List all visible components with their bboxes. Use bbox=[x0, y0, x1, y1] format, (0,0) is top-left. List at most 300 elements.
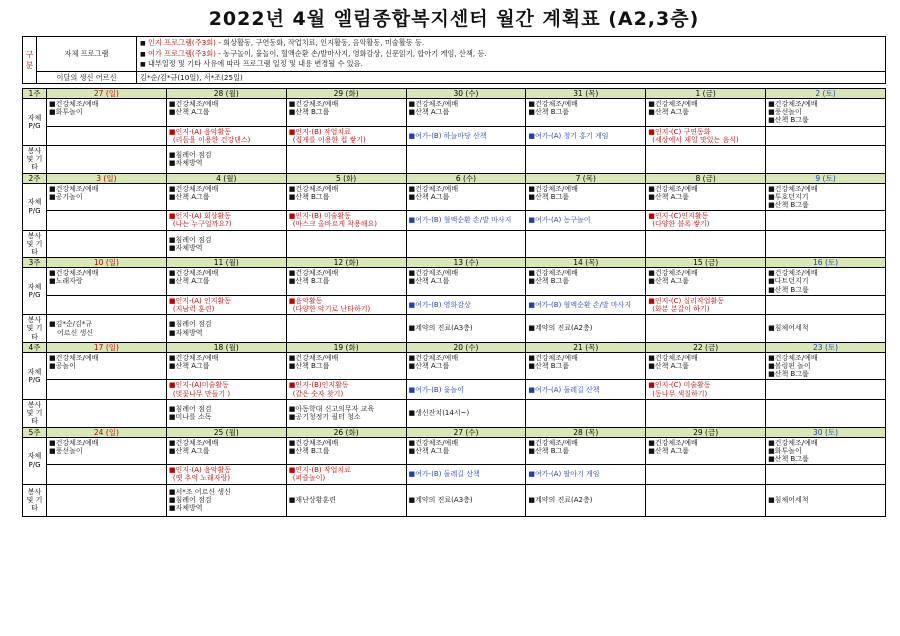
legend-lines bbox=[137, 37, 886, 72]
activity-item: ■건강체조/예배 bbox=[168, 100, 219, 108]
program-cell bbox=[286, 126, 406, 145]
program-item: (동나무 색칠하기) bbox=[652, 389, 708, 398]
etc-item: ■계약의 진료(A2층) bbox=[528, 324, 593, 333]
program-cell bbox=[286, 211, 406, 230]
etc-item: ■공기청정기 필터 청소 bbox=[288, 413, 361, 422]
activity-item: ■건강체조/예배 bbox=[288, 100, 339, 108]
activity-item: ■볼링핀 놀이 bbox=[768, 362, 811, 371]
activity-cell bbox=[47, 268, 167, 296]
activity-cell bbox=[646, 437, 766, 465]
etc-item: ■계약의 진료(A3층) bbox=[408, 324, 473, 333]
activity-item: ■산책 B그룹 bbox=[288, 108, 330, 117]
activity-item: ■건강체조/예배 bbox=[288, 269, 339, 278]
etc-cell bbox=[406, 484, 526, 516]
program-item: ■인지-(C)인지활동 bbox=[648, 212, 709, 221]
program-row bbox=[23, 295, 886, 314]
day-header: 10 (일) bbox=[47, 258, 167, 268]
etc-row bbox=[23, 315, 886, 343]
activity-item: ■건강체조/예배 bbox=[528, 269, 578, 278]
program-item: (나는 누구일까요?) bbox=[172, 220, 232, 229]
activity-item: ■건강체조/예배 bbox=[648, 184, 698, 193]
activity-item: ■건강체조/예배 bbox=[168, 184, 219, 193]
day-header: 24 (일) bbox=[47, 427, 167, 437]
week-label: 3주 bbox=[23, 258, 47, 268]
program-item: ■인지-(A) 인지활동 bbox=[168, 296, 232, 305]
activity-row bbox=[23, 183, 886, 211]
activity-item: ■공기놀이 bbox=[49, 192, 83, 201]
program-item: (퍼즐놀이) bbox=[292, 474, 326, 483]
etc-item: ■침례어 점검 bbox=[168, 495, 212, 504]
week-header-row bbox=[23, 342, 886, 352]
activity-item: ■다트던지기 bbox=[768, 277, 809, 286]
activity-cell bbox=[286, 352, 406, 380]
etc-row bbox=[23, 484, 886, 516]
program-cell bbox=[47, 295, 167, 314]
activity-item: ■산책 A그룹 bbox=[648, 108, 689, 117]
program-item: ■음악활동 bbox=[288, 296, 323, 305]
activity-item: ■건강체조/예배 bbox=[648, 269, 698, 278]
activity-item: ■건강체조/예배 bbox=[768, 184, 818, 193]
etc-cell bbox=[166, 315, 286, 343]
activity-cell bbox=[406, 268, 526, 296]
activity-item: ■건강체조/예배 bbox=[168, 438, 219, 447]
program-item: ■여가-(A) 둘레길 산책 bbox=[528, 385, 600, 394]
program-item: (옛 추억 노래자랑) bbox=[172, 474, 231, 483]
activity-item: ■산책 A그룹 bbox=[408, 362, 450, 371]
day-header: 27 (수) bbox=[406, 427, 526, 437]
activity-cell bbox=[526, 437, 646, 465]
activity-item: ■풍선놀이 bbox=[768, 108, 802, 117]
activity-cell bbox=[166, 352, 286, 380]
activity-cell bbox=[286, 183, 406, 211]
program-cell bbox=[766, 295, 886, 314]
week-header-row bbox=[23, 258, 886, 268]
activity-item: ■산책 B그룹 bbox=[768, 454, 809, 463]
activity-item: ■건강체조/예배 bbox=[49, 438, 99, 447]
activity-cell bbox=[646, 268, 766, 296]
program-cell bbox=[166, 380, 286, 399]
program-item: (다양한 블록 쌓기) bbox=[652, 220, 710, 229]
program-item: (다양한 악기로 난타하기) bbox=[292, 305, 371, 314]
program-item: (지남력 훈련) bbox=[172, 305, 215, 314]
program-cell bbox=[47, 465, 167, 484]
program-cell bbox=[406, 211, 526, 230]
program-cell bbox=[646, 380, 766, 399]
activity-item: ■건강체조/예배 bbox=[408, 184, 459, 193]
etc-item: ■침례어 점검 bbox=[168, 235, 212, 244]
etc-cell bbox=[166, 399, 286, 427]
activity-item: ■산책 B그룹 bbox=[288, 362, 330, 371]
activity-cell bbox=[166, 268, 286, 296]
day-header: 28 (목) bbox=[526, 427, 646, 437]
day-header: 6 (수) bbox=[406, 173, 526, 183]
activity-item: ■산책 A그룹 bbox=[168, 108, 210, 117]
program-cell bbox=[47, 211, 167, 230]
program-item: ■인지-(C) 구연동화 bbox=[648, 127, 711, 136]
program-item: ■여가-(B) 둘레길 산책 bbox=[408, 470, 480, 479]
calendar-table bbox=[22, 88, 886, 517]
activity-item: ■투호던지기 bbox=[768, 192, 809, 201]
activity-cell bbox=[646, 352, 766, 380]
activity-item: ■건강체조/예배 bbox=[528, 184, 578, 193]
etc-row bbox=[23, 230, 886, 258]
etc-row bbox=[23, 146, 886, 174]
activity-cell bbox=[526, 268, 646, 296]
etc-cell bbox=[526, 399, 646, 427]
program-cell bbox=[526, 211, 646, 230]
activity-item: ■건강체조/예배 bbox=[288, 184, 339, 193]
program-cell bbox=[406, 295, 526, 314]
etc-cell bbox=[526, 484, 646, 516]
activity-item: ■산책 A그룹 bbox=[648, 277, 689, 286]
program-cell bbox=[526, 126, 646, 145]
etc-cell bbox=[286, 230, 406, 258]
etc-item: ■서*조 어르신 생신 bbox=[168, 487, 231, 496]
etc-item: ■침체어세척 bbox=[768, 495, 809, 504]
week-label: 5주 bbox=[23, 427, 47, 437]
activity-item: ■산책 B그룹 bbox=[528, 277, 570, 286]
activity-cell bbox=[766, 352, 886, 380]
etc-item: 어르신 생신 bbox=[57, 328, 94, 337]
program-item: ■여가-(A) 농구놀이 bbox=[528, 216, 591, 225]
activity-cell bbox=[646, 99, 766, 127]
activity-item: ■건강체조/예배 bbox=[49, 100, 99, 108]
activity-item: ■노래자랑 bbox=[49, 277, 83, 286]
day-header: 27 (일) bbox=[47, 89, 167, 99]
program-cell bbox=[766, 380, 886, 399]
etc-cell bbox=[406, 399, 526, 427]
row-label-etc: 봉사 및 기타 bbox=[23, 146, 47, 174]
program-item: (집게를 이용한 컵 쌓기) bbox=[292, 135, 366, 144]
etc-cell bbox=[47, 484, 167, 516]
activity-item: ■건강체조/예배 bbox=[408, 100, 459, 108]
birthday-value: 김*순/김*규(10일), 서*조(25일) bbox=[137, 71, 886, 84]
activity-item: ■산책 A그룹 bbox=[408, 192, 450, 201]
activity-cell bbox=[526, 183, 646, 211]
program-cell bbox=[766, 211, 886, 230]
program-item: ■인지-(B)인지활동 bbox=[288, 381, 349, 390]
day-header: 9 (토) bbox=[766, 173, 886, 183]
activity-row bbox=[23, 99, 886, 127]
activity-item: ■산책 B그룹 bbox=[768, 201, 809, 210]
week-label: 1주 bbox=[23, 89, 47, 99]
program-item: ■인지-(A)미술활동 bbox=[168, 381, 229, 390]
etc-cell bbox=[406, 230, 526, 258]
activity-cell bbox=[406, 352, 526, 380]
activity-item: ■산책 B그룹 bbox=[528, 362, 570, 371]
activity-cell bbox=[406, 99, 526, 127]
activity-item: ■건강체조/예배 bbox=[168, 353, 219, 362]
activity-item: ■공놀이 bbox=[49, 362, 76, 371]
etc-item: ■침체어세척 bbox=[768, 324, 809, 333]
row-label-etc: 봉사 및 기타 bbox=[23, 315, 47, 343]
etc-item: ■자체방역 bbox=[168, 504, 203, 513]
activity-cell bbox=[766, 268, 886, 296]
etc-cell bbox=[47, 230, 167, 258]
etc-cell bbox=[47, 399, 167, 427]
program-item: ■인지-(A) 회상활동 bbox=[168, 212, 232, 221]
day-header: 16 (토) bbox=[766, 258, 886, 268]
activity-item: ■산책 A그룹 bbox=[168, 362, 210, 371]
activity-item: ■산책 A그룹 bbox=[168, 446, 210, 455]
activity-item: ■산책 B그룹 bbox=[528, 192, 570, 201]
day-header: 22 (금) bbox=[646, 342, 766, 352]
program-cell bbox=[286, 380, 406, 399]
row-label-act: 자체 P/G bbox=[23, 437, 47, 484]
etc-cell bbox=[406, 315, 526, 343]
activity-item: ■건강체조/예배 bbox=[768, 269, 818, 278]
program-cell bbox=[406, 465, 526, 484]
etc-cell bbox=[286, 399, 406, 427]
program-item: (리듬을 이용한 건강댄스) bbox=[172, 135, 251, 144]
day-header: 20 (수) bbox=[406, 342, 526, 352]
day-header: 26 (화) bbox=[286, 427, 406, 437]
activity-cell bbox=[166, 183, 286, 211]
day-header: 19 (화) bbox=[286, 342, 406, 352]
activity-item: ■화투놀이 bbox=[768, 446, 802, 455]
activity-cell bbox=[286, 437, 406, 465]
activity-item: ■풍선놀이 bbox=[49, 446, 83, 455]
page-title: 2022년 4월 엘림종합복지센터 월간 계획표 (A2,3층) bbox=[208, 8, 700, 30]
program-item: ■여가-(B) 영화감상 bbox=[408, 300, 471, 309]
activity-item: ■산책 B그룹 bbox=[768, 370, 809, 379]
gubun-cell: 구 분 bbox=[23, 37, 37, 84]
program-item: (벚꽃나무 만들기 ) bbox=[172, 389, 231, 398]
etc-cell bbox=[47, 315, 167, 343]
etc-cell bbox=[47, 146, 167, 174]
activity-item: ■산책 B그룹 bbox=[528, 108, 570, 117]
day-header: 8 (금) bbox=[646, 173, 766, 183]
etc-item: ■자체방역 bbox=[168, 243, 203, 252]
day-header: 29 (화) bbox=[286, 89, 406, 99]
legend-table bbox=[22, 36, 886, 84]
activity-item: ■산책 B그룹 bbox=[288, 277, 330, 286]
etc-item: ■차체방역 bbox=[168, 159, 203, 168]
etc-cell bbox=[166, 146, 286, 174]
day-header: 5 (화) bbox=[286, 173, 406, 183]
birthday-label: 이달의 생신 어르신 bbox=[37, 71, 137, 84]
program-cell bbox=[526, 295, 646, 314]
row-label-etc: 봉사 및 기타 bbox=[23, 230, 47, 258]
day-header: 15 (금) bbox=[646, 258, 766, 268]
day-header: 28 (월) bbox=[166, 89, 286, 99]
etc-cell bbox=[646, 230, 766, 258]
activity-item: ■산책 B그룹 bbox=[768, 116, 809, 125]
program-item: (마스크 올바르게 착용해요) bbox=[292, 220, 377, 229]
program-cell bbox=[646, 211, 766, 230]
activity-item: ■산책 B그룹 bbox=[288, 192, 330, 201]
etc-cell bbox=[526, 230, 646, 258]
activity-item: ■건강체조/예배 bbox=[768, 353, 818, 362]
week-label: 4주 bbox=[23, 342, 47, 352]
row-label-act: 자체 P/G bbox=[23, 352, 47, 399]
etc-cell bbox=[406, 146, 526, 174]
activity-item: ■산책 A그룹 bbox=[168, 277, 210, 286]
program-cell bbox=[646, 295, 766, 314]
etc-cell bbox=[286, 484, 406, 516]
activity-cell bbox=[47, 352, 167, 380]
program-cell bbox=[286, 465, 406, 484]
day-header: 18 (월) bbox=[166, 342, 286, 352]
activity-item: ■산책 A그룹 bbox=[648, 446, 689, 455]
day-header: 2 (토) bbox=[766, 89, 886, 99]
activity-cell bbox=[766, 437, 886, 465]
activity-item: ■산책 B그룹 bbox=[768, 285, 809, 294]
activity-item: ■건강체조/예배 bbox=[49, 184, 99, 193]
program-cell bbox=[526, 380, 646, 399]
activity-item: ■건강체조/예배 bbox=[528, 438, 578, 447]
day-header: 11 (월) bbox=[166, 258, 286, 268]
day-header: 21 (목) bbox=[526, 342, 646, 352]
activity-item: ■건강체조/예배 bbox=[528, 353, 578, 362]
activity-item: ■건강체조/예배 bbox=[408, 353, 459, 362]
program-item: ■여가-(B) 하늘마당 산책 bbox=[408, 131, 487, 140]
etc-item: ■침례어 점검 bbox=[168, 320, 212, 329]
program-cell bbox=[47, 380, 167, 399]
activity-item: ■건강체조/예배 bbox=[408, 269, 459, 278]
activity-item: ■건강체조/예배 bbox=[168, 269, 219, 278]
activity-item: ■건강체조/예배 bbox=[49, 353, 99, 362]
activity-item: ■산책 A그룹 bbox=[408, 108, 450, 117]
row-label-etc: 봉사 및 기타 bbox=[23, 399, 47, 427]
etc-item: ■계약의 진료(A2층) bbox=[528, 495, 593, 504]
activity-item: ■건강체조/예배 bbox=[288, 353, 339, 362]
day-header: 4 (월) bbox=[166, 173, 286, 183]
activity-item: ■산책 A그룹 bbox=[408, 446, 450, 455]
activity-item: ■산책 B그룹 bbox=[288, 446, 330, 455]
day-header: 23 (토) bbox=[766, 342, 886, 352]
etc-cell bbox=[646, 146, 766, 174]
day-header: 29 (금) bbox=[646, 427, 766, 437]
activity-cell bbox=[166, 99, 286, 127]
week-header-row bbox=[23, 173, 886, 183]
program-item: ■인지-(A) 음악활동 bbox=[168, 127, 232, 136]
activity-item: ■건강체조/예배 bbox=[768, 100, 818, 108]
activity-item: ■산책 A그룹 bbox=[408, 277, 450, 286]
self-program-label: 자체 프로그램 bbox=[37, 37, 137, 72]
etc-item: ■계약의 진료(A3층) bbox=[408, 495, 473, 504]
day-header: 25 (월) bbox=[166, 427, 286, 437]
program-cell bbox=[646, 465, 766, 484]
activity-cell bbox=[47, 183, 167, 211]
activity-item: ■건강체조/예배 bbox=[648, 100, 698, 108]
etc-item: ■미나를 소독 bbox=[168, 413, 212, 422]
legend-line: ■ 내부일정 및 기타 사유에 따라 프로그램 일정 및 내용 변경될 수 있음. bbox=[140, 59, 363, 68]
activity-item: ■산책 A그룹 bbox=[168, 192, 210, 201]
activity-cell bbox=[47, 99, 167, 127]
legend-line: ■ 인지 프로그램(주3회) - 회상활동, 구연동화, 작업치료, 인지활동, 음악활동, 미술활동 등. bbox=[140, 38, 425, 47]
etc-cell bbox=[646, 484, 766, 516]
activity-cell bbox=[406, 183, 526, 211]
etc-item: ■침례어 점검 bbox=[168, 404, 212, 413]
row-label-act: 자체 P/G bbox=[23, 183, 47, 230]
week-header-row bbox=[23, 89, 886, 99]
activity-cell bbox=[526, 99, 646, 127]
etc-cell bbox=[766, 484, 886, 516]
etc-cell bbox=[286, 146, 406, 174]
etc-cell bbox=[766, 315, 886, 343]
activity-cell bbox=[47, 437, 167, 465]
program-item: ■인지-(C) 실리작업활동 bbox=[648, 296, 725, 305]
activity-item: ■건강체조/예배 bbox=[408, 438, 459, 447]
program-item: ■여가-(B) 혈액순환 손/발 마사지 bbox=[408, 216, 512, 225]
activity-item: ■산책 A그룹 bbox=[648, 362, 689, 371]
program-item: ■여가-(A) 청기 홍기 게임 bbox=[528, 131, 609, 140]
etc-cell bbox=[166, 484, 286, 516]
program-item: ■인지-(A) 음악활동 bbox=[168, 466, 232, 475]
etc-cell bbox=[646, 315, 766, 343]
program-cell bbox=[766, 465, 886, 484]
program-row bbox=[23, 211, 886, 230]
etc-item: ■아동학대 신고의무자 교육 bbox=[288, 404, 375, 413]
program-item: ■인지-(B) 미술활동 bbox=[288, 212, 351, 221]
program-cell bbox=[166, 295, 286, 314]
activity-row bbox=[23, 352, 886, 380]
program-item: ■인지-(C) 미술활동 bbox=[648, 381, 711, 390]
row-label-act: 자체 P/G bbox=[23, 99, 47, 146]
day-header: 31 (목) bbox=[526, 89, 646, 99]
etc-item: ■침례어 점검 bbox=[168, 151, 212, 160]
etc-cell bbox=[526, 146, 646, 174]
etc-item: ■자체방역 bbox=[168, 328, 203, 337]
program-item: ■인지-(B) 작업치료 bbox=[288, 127, 351, 136]
program-cell bbox=[646, 126, 766, 145]
activity-cell bbox=[286, 99, 406, 127]
program-cell bbox=[406, 380, 526, 399]
activity-cell bbox=[526, 352, 646, 380]
program-cell bbox=[166, 126, 286, 145]
program-row bbox=[23, 126, 886, 145]
program-cell bbox=[286, 295, 406, 314]
week-header-row bbox=[23, 427, 886, 437]
program-cell bbox=[166, 211, 286, 230]
program-item: (세상에서 제일 맛있는 음식) bbox=[652, 135, 739, 144]
activity-cell bbox=[646, 183, 766, 211]
day-header: 7 (목) bbox=[526, 173, 646, 183]
activity-row bbox=[23, 437, 886, 465]
etc-cell bbox=[766, 230, 886, 258]
etc-cell bbox=[766, 399, 886, 427]
activity-cell bbox=[286, 268, 406, 296]
day-header: 13 (수) bbox=[406, 258, 526, 268]
program-cell bbox=[166, 465, 286, 484]
program-row bbox=[23, 380, 886, 399]
program-cell bbox=[47, 126, 167, 145]
program-cell bbox=[526, 465, 646, 484]
etc-item: ■생신잔치(14시~) bbox=[408, 409, 470, 418]
activity-item: ■건강체조/예배 bbox=[49, 269, 99, 278]
activity-item: ■화투놀이 bbox=[49, 108, 83, 117]
program-row bbox=[23, 465, 886, 484]
program-cell bbox=[406, 126, 526, 145]
program-item: ■여가-(A) 팔아기 게임 bbox=[528, 470, 600, 479]
program-item: (같은 숫자 찾기) bbox=[292, 389, 344, 398]
week-label: 2주 bbox=[23, 173, 47, 183]
activity-item: ■건강체조/예배 bbox=[528, 100, 578, 108]
activity-cell bbox=[406, 437, 526, 465]
program-item: (화분 분갈이 하기) bbox=[652, 305, 710, 314]
activity-row bbox=[23, 268, 886, 296]
etc-cell bbox=[766, 146, 886, 174]
row-label-act: 자체 P/G bbox=[23, 268, 47, 315]
etc-cell bbox=[166, 230, 286, 258]
etc-row bbox=[23, 399, 886, 427]
activity-item: ■건강체조/예배 bbox=[648, 438, 698, 447]
activity-item: ■산책 B그룹 bbox=[528, 446, 570, 455]
program-item: ■인지-(B) 작업치료 bbox=[288, 466, 351, 475]
day-header: 30 (토) bbox=[766, 427, 886, 437]
program-item: ■여가-(B) 윷놀이 bbox=[408, 385, 464, 394]
